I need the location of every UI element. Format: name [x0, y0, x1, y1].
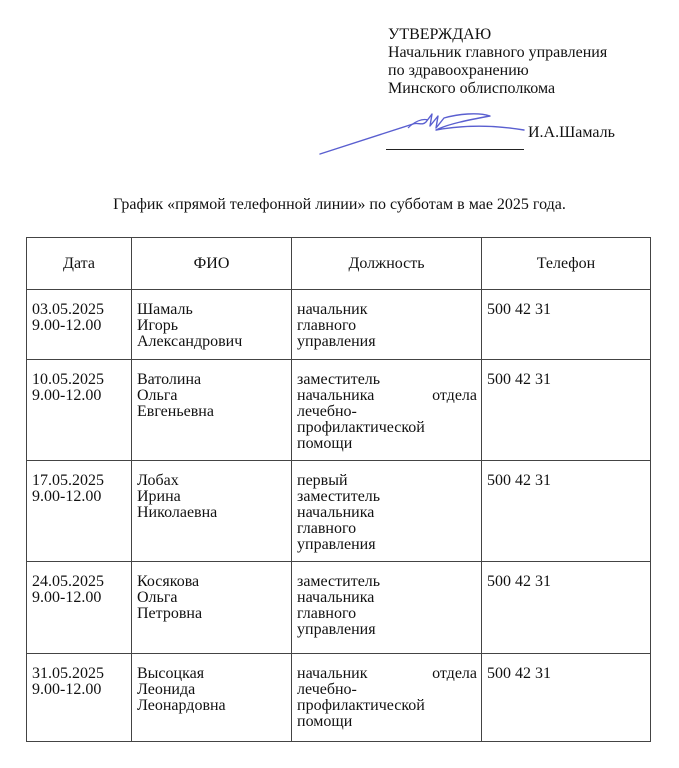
row-fio-line: Игорь — [137, 317, 179, 334]
row-date: 17.05.2025 — [32, 472, 104, 489]
row-phone: 500 42 31 — [487, 301, 551, 318]
header-phone: Телефон — [482, 238, 651, 290]
row-date: 03.05.2025 — [32, 301, 104, 318]
row-position-line: лечебно- — [297, 681, 357, 698]
table-row — [27, 461, 651, 562]
table-row — [27, 654, 651, 742]
row-position-line: начальника отдела — [297, 387, 477, 404]
table-row — [27, 360, 651, 461]
row-phone: 500 42 31 — [487, 472, 551, 489]
row-position-line: главного — [297, 605, 357, 622]
approval-line-2: по здравоохранению — [388, 62, 529, 79]
row-fio-line: Петровна — [137, 605, 203, 622]
approval-block — [388, 26, 607, 98]
document-title: График «прямой телефонной линии» по субботам в мае 2025 года. — [113, 196, 566, 213]
row-fio-line: Ольга — [137, 589, 178, 606]
row-fio-line: Александрович — [137, 333, 243, 350]
row-position-line: управления — [297, 333, 376, 350]
row-time: 9.00-12.00 — [32, 317, 102, 334]
row-time: 9.00-12.00 — [32, 589, 102, 606]
row-fio-line: Леонида — [137, 681, 196, 698]
table-row — [27, 562, 651, 654]
row-position-line: управления — [297, 621, 376, 638]
row-position-line: начальник — [297, 301, 368, 318]
row-position-line: начальника — [297, 504, 375, 521]
row-time: 9.00-12.00 — [32, 681, 102, 698]
row-fio-line: Высоцкая — [137, 665, 205, 682]
row-position-line: первый — [297, 472, 348, 489]
signer-name: И.А.Шамаль — [528, 124, 615, 141]
row-fio-line: Николаевна — [137, 504, 218, 521]
row-position-line: профилактической — [297, 697, 425, 714]
row-position-line: главного — [297, 317, 357, 334]
row-fio-line: Евгеньевна — [137, 403, 214, 420]
row-position-line: профилактической — [297, 419, 425, 436]
row-phone: 500 42 31 — [487, 573, 551, 590]
row-position-line: начальник отдела — [297, 665, 477, 682]
row-date: 31.05.2025 — [32, 665, 104, 682]
row-position-line: заместитель — [297, 488, 381, 505]
row-position-line: начальника — [297, 589, 375, 606]
row-phone: 500 42 31 — [487, 665, 551, 682]
row-position-line: лечебно- — [297, 403, 357, 420]
row-time: 9.00-12.00 — [32, 488, 102, 505]
row-position-line: помощи — [297, 713, 353, 730]
row-time: 9.00-12.00 — [32, 387, 102, 404]
row-fio-line: Шамаль — [137, 301, 193, 318]
row-position-line: управления — [297, 536, 376, 553]
row-fio-line: Ватолина — [137, 371, 202, 388]
row-date: 24.05.2025 — [32, 573, 104, 590]
header-fio: ФИО — [132, 238, 292, 290]
row-phone: 500 42 31 — [487, 371, 551, 388]
approval-line-3: Минского облисполкома — [388, 80, 556, 97]
row-fio-line: Леонардовна — [137, 697, 226, 714]
header-position: Должность — [292, 238, 482, 290]
signature-line — [386, 149, 524, 150]
header-date: Дата — [27, 238, 132, 290]
row-fio-line: Ольга — [137, 387, 178, 404]
approval-heading: УТВЕРЖДАЮ — [388, 26, 492, 43]
row-position-line: главного — [297, 520, 357, 537]
table-row — [27, 290, 651, 360]
schedule-table — [26, 237, 651, 742]
row-date: 10.05.2025 — [32, 371, 104, 388]
signature-image — [318, 104, 538, 164]
table-header-row — [27, 238, 651, 290]
row-position-line: помощи — [297, 435, 353, 452]
row-fio-line: Косякова — [137, 573, 200, 590]
row-fio-line: Ирина — [137, 488, 181, 505]
row-position-line: заместитель — [297, 573, 381, 590]
row-position-line: заместитель — [297, 371, 381, 388]
row-fio-line: Лобах — [137, 472, 179, 489]
approval-line-1: Начальник главного управления — [388, 44, 608, 61]
